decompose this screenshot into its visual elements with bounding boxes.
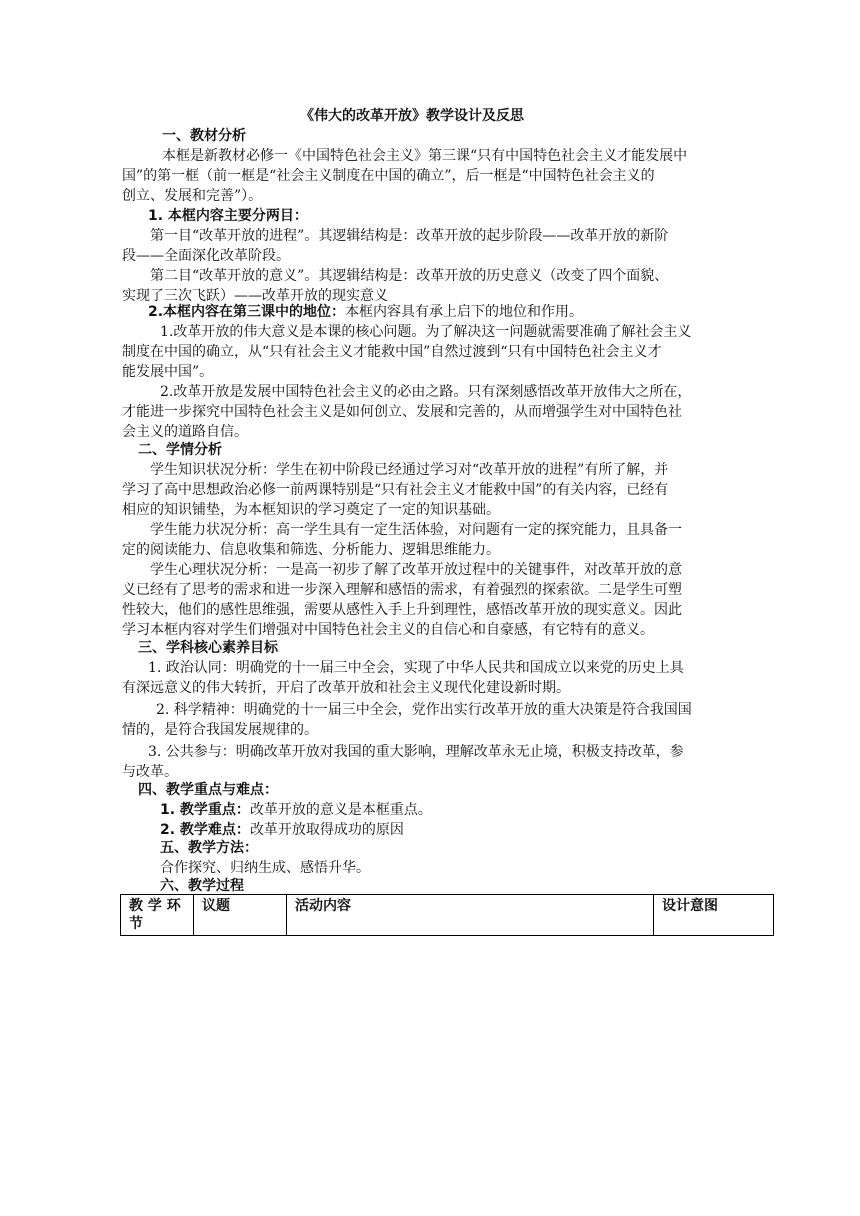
- paragraph-line: 会主义的道路自信。: [122, 424, 248, 440]
- paragraph-line: 义已经有了思考的需求和进一步深入理解和感悟的需求，有着强烈的探索欲。二是学生可塑: [122, 582, 682, 598]
- paragraph-line: 1. 政治认同：明确党的十一届三中全会，实现了中华人民共和国成立以来党的历史上具: [148, 660, 684, 676]
- subheading-line: [148, 302, 583, 322]
- paragraph-line: 相应的知识铺垫，为本框知识的学习奠定了一定的知识基础。: [122, 502, 500, 518]
- paragraph-line: 实现了三次飞跃）——改革开放的现实意义: [122, 288, 388, 304]
- header-cell-stage-line2: 节: [129, 916, 143, 932]
- section-heading-4: 四、教学重点与难点：: [138, 782, 278, 798]
- paragraph-line: 性较大，他们的感性思维强，需要从感性入手上升到理性，感悟改革开放的现实意义。因此: [122, 602, 682, 618]
- subheading: 1. 本框内容主要分两目：: [148, 208, 308, 224]
- key-point-text: 改革开放的意义是本框重点。: [249, 802, 432, 818]
- paragraph-line: 学习了高中思想政治必修一前两课特别是“只有社会主义才能救中国”的有关内容，已经有: [122, 482, 669, 498]
- header-cell-stage-line1: 教 学 环: [129, 898, 181, 914]
- difficulty-line: [160, 820, 404, 840]
- key-point-label: 1. 教学重点：: [160, 802, 250, 818]
- paragraph-line: 第二目“改革开放的意义”。其逻辑结构是：改革开放的历史意义（改变了四个面貌、: [150, 268, 669, 284]
- paragraph-line: 定的阅读能力、信息收集和筛选、分析能力、逻辑思维能力。: [122, 542, 500, 558]
- paragraph-line: 能发展中国”。: [122, 364, 214, 380]
- paragraph-line: 1.改革开放的伟大意义是本课的核心问题。为了解决这一问题就需要准确了解社会主义: [160, 324, 692, 340]
- difficulty-text: 改革开放取得成功的原因: [249, 822, 404, 838]
- section-heading-5: 五、教学方法：: [160, 840, 258, 856]
- section-heading-1: 一、教材分析: [162, 128, 246, 144]
- paragraph-line: 本框是新教材必修一《中国特色社会主义》第三课“只有中国特色社会主义才能发展中: [162, 148, 688, 164]
- subheading-bold: 2.本框内容在第三课中的地位：: [148, 304, 346, 320]
- section-heading-6: 六、教学过程: [160, 878, 244, 894]
- header-cell-activity: 活动内容: [287, 895, 654, 936]
- subheading-rest: 本框内容具有承上启下的地位和作用。: [345, 304, 584, 320]
- paragraph-line: 第一目“改革开放的进程”。其逻辑结构是：改革开放的起步阶段——改革开放的新阶: [150, 228, 669, 244]
- header-cell-intent: 设计意图: [654, 895, 774, 936]
- paragraph-line: 学生知识状况分析：学生在初中阶段已经通过学习对“改革开放的进程”有所了解，并: [150, 462, 669, 478]
- key-point-line: [160, 800, 432, 820]
- paragraph-line: 3. 公共参与：明确改革开放对我国的重大影响，理解改革永无止境，积极支持改革，参: [148, 744, 684, 760]
- paragraph-line: 2.改革开放是发展中国特色社会主义的必由之路。只有深刻感悟改革开放伟大之所在，: [160, 384, 692, 400]
- paragraph-line: 2. 科学精神：明确党的十一届三中全会，党作出实行改革开放的重大决策是符合我国国: [156, 702, 692, 718]
- paragraph-line: 创立、发展和完善”）。: [122, 188, 263, 204]
- paragraph-line: 学生心理状况分析：一是高一初步了解了改革开放过程中的关键事件，对改革开放的意: [150, 562, 682, 578]
- difficulty-label: 2. 教学难点：: [160, 822, 250, 838]
- paragraph-line: 有深远意义的伟大转折，开启了改革开放和社会主义现代化建设新时期。: [122, 680, 570, 696]
- paragraph-line: 才能进一步探究中国特色社会主义是如何创立、发展和完善的，从而增强学生对中国特色社: [122, 404, 682, 420]
- table-header-row: [121, 895, 774, 936]
- paragraph-line: 学生能力状况分析：高一学生具有一定生活体验，对问题有一定的探究能力，且具备一: [150, 522, 682, 538]
- paragraph-line: 合作探究、归纳生成、感悟升华。: [160, 860, 370, 876]
- header-cell-stage: [121, 895, 194, 936]
- paragraph-line: 国”的第一框（前一框是“社会主义制度在中国的确立”，后一框是“中国特色社会主义的: [122, 168, 655, 184]
- paragraph-line: 与改革。: [122, 764, 178, 780]
- header-cell-topic: 议题: [194, 895, 287, 936]
- section-heading-2: 二、学情分析: [138, 442, 222, 458]
- teaching-process-table: [120, 894, 774, 936]
- paragraph-line: 情的，是符合我国发展规律的。: [122, 722, 318, 738]
- section-heading-3: 三、学科核心素养目标: [138, 640, 278, 656]
- paragraph-line: 制度在中国的确立，从“只有社会主义才能救中国”自然过渡到“只有中国特色社会主义才: [122, 344, 662, 360]
- paragraph-line: 段——全面深化改革阶段。: [122, 248, 290, 264]
- paragraph-line: 学习本框内容对学生们增强对中国特色社会主义的自信心和自豪感，有它特有的意义。: [122, 622, 654, 638]
- document-title: 《伟大的改革开放》教学设计及反思: [300, 108, 524, 124]
